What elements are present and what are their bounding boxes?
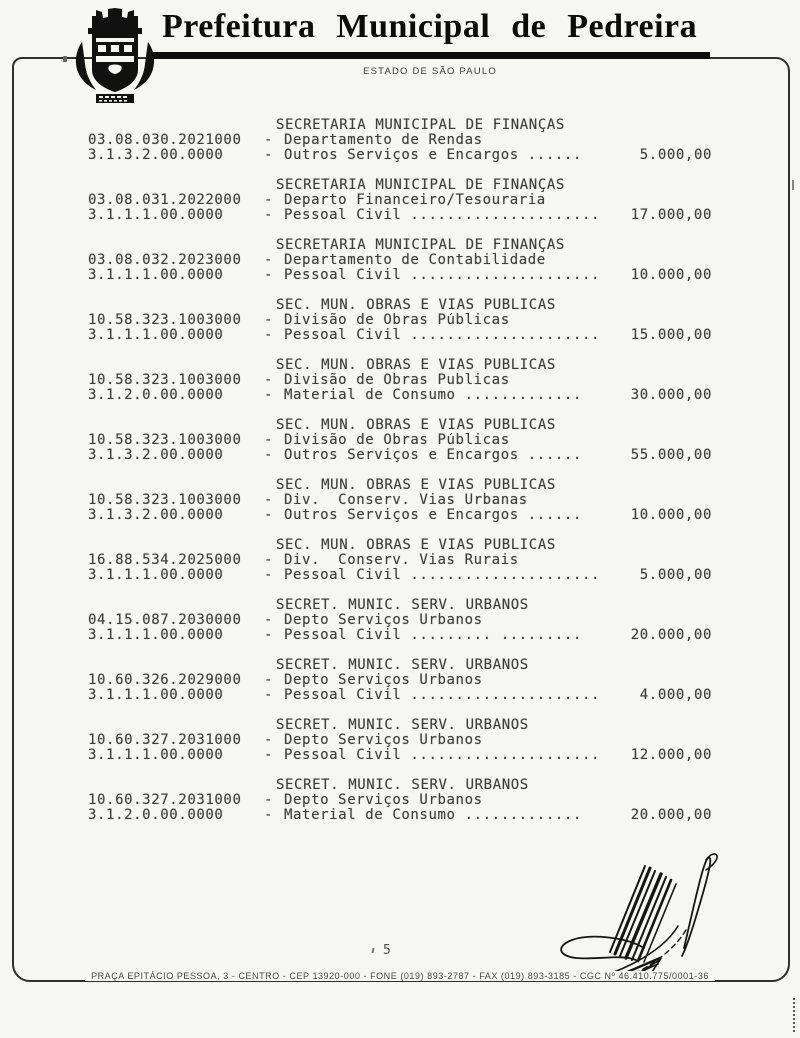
page-number: 5	[383, 943, 393, 958]
scan-speck	[372, 948, 375, 953]
separator-dash: -	[264, 672, 274, 688]
separator-dash: -	[264, 792, 274, 808]
separator-dash: -	[264, 552, 274, 568]
entry-description: Departamento de Rendas	[284, 133, 483, 148]
entry-description: Divisão de Obras Públicas	[284, 433, 510, 448]
separator-dash: -	[264, 447, 274, 463]
separator-dash: -	[264, 612, 274, 628]
entry-program-code: 16.88.534.2025000	[88, 552, 242, 568]
entry-department: SECRET. MUNIC. SERV. URBANOS	[276, 657, 529, 673]
entry-description: Div. Conserv. Vias Urbanas	[284, 493, 528, 508]
coat-of-arms-icon	[68, 4, 162, 108]
budget-entry	[88, 418, 712, 463]
entry-value: 10.000,00	[630, 507, 712, 523]
entry-program-code: 10.60.326.2029000	[88, 672, 242, 688]
separator-dash: -	[264, 252, 274, 268]
entry-description: Divisão de Obras Públicas	[284, 313, 510, 328]
entry-description: Divisão de Obras Publicas	[284, 373, 510, 388]
separator-dash: -	[264, 327, 274, 343]
entry-description: Depto Serviços Urbanos	[284, 793, 483, 808]
footer-address	[30, 971, 770, 981]
separator-dash: -	[264, 507, 274, 523]
entry-item-code: 3.1.1.1.00.0000	[88, 207, 224, 223]
entry-item-description: Pessoal Civil .....................	[284, 748, 601, 763]
entry-item-description: Outros Serviços e Encargos ......	[284, 148, 582, 163]
entry-item-description: Material de Consumo .............	[284, 388, 582, 403]
entry-item-code: 3.1.1.1.00.0000	[88, 327, 224, 343]
entry-item-code: 3.1.3.2.00.0000	[88, 507, 224, 523]
entry-value: 10.000,00	[630, 267, 712, 283]
budget-entry	[88, 118, 712, 163]
entry-program-code: 03.08.031.2022000	[88, 192, 242, 208]
budget-entry	[88, 178, 712, 223]
entry-description: Div. Conserv. Vias Rurais	[284, 553, 519, 568]
entry-description: Depto Serviços Urbanos	[284, 733, 483, 748]
entry-item-code: 3.1.1.1.00.0000	[88, 687, 224, 703]
entry-program-code: 10.58.323.1003000	[88, 372, 242, 388]
entry-item-description: Pessoal Civil .....................	[284, 688, 601, 703]
entry-department: SEC. MUN. OBRAS E VIAS PUBLICAS	[276, 297, 556, 313]
entry-description: Departamento de Contabilidade	[284, 253, 546, 268]
entry-department: SECRET. MUNIC. SERV. URBANOS	[276, 777, 529, 793]
budget-entry	[88, 538, 712, 583]
separator-dash: -	[264, 207, 274, 223]
entry-item-description: Pessoal Civil .....................	[284, 208, 601, 223]
entry-item-description: Material de Consumo .............	[284, 808, 582, 823]
entry-department: SEC. MUN. OBRAS E VIAS PUBLICAS	[276, 477, 556, 493]
budget-entry	[88, 718, 712, 763]
entry-value: 12.000,00	[630, 747, 712, 763]
entry-item-code: 3.1.2.0.00.0000	[88, 387, 224, 403]
entry-program-code: 04.15.087.2030000	[88, 612, 242, 628]
entry-value: 5.000,00	[639, 147, 712, 163]
entry-program-code: 10.58.323.1003000	[88, 492, 242, 508]
scan-artifact	[792, 180, 794, 190]
entry-value: 55.000,00	[630, 447, 712, 463]
entry-item-code: 3.1.1.1.00.0000	[88, 267, 224, 283]
entry-item-code: 3.1.1.1.00.0000	[88, 567, 224, 583]
entry-item-code: 3.1.1.1.00.0000	[88, 627, 224, 643]
entry-department: SECRETARIA MUNICIPAL DE FINANÇAS	[276, 237, 565, 253]
entry-department: SEC. MUN. OBRAS E VIAS PUBLICAS	[276, 357, 556, 373]
entry-value: 15.000,00	[630, 327, 712, 343]
entry-item-description: Pessoal Civil .....................	[284, 268, 601, 283]
entry-program-code: 10.58.323.1003000	[88, 432, 242, 448]
separator-dash: -	[264, 387, 274, 403]
entry-department: SEC. MUN. OBRAS E VIAS PUBLICAS	[276, 537, 556, 553]
separator-dash: -	[264, 132, 274, 148]
separator-dash: -	[264, 627, 274, 643]
entry-item-description: Pessoal Civil ......... .........	[284, 628, 582, 643]
entry-item-code: 3.1.1.1.00.0000	[88, 747, 224, 763]
entry-department: SECRET. MUNIC. SERV. URBANOS	[276, 717, 529, 733]
entry-program-code: 03.08.030.2021000	[88, 132, 242, 148]
entry-description: Depto Serviços Urbanos	[284, 613, 483, 628]
scan-artifact	[793, 998, 795, 1032]
separator-dash: -	[264, 432, 274, 448]
entry-department: SECRET. MUNIC. SERV. URBANOS	[276, 597, 529, 613]
entry-item-code: 3.1.2.0.00.0000	[88, 807, 224, 823]
budget-entry	[88, 778, 712, 823]
entry-item-description: Outros Serviços e Encargos ......	[284, 508, 582, 523]
entry-program-code: 10.60.327.2031000	[88, 792, 242, 808]
entry-value: 30.000,00	[630, 387, 712, 403]
title-underline-bar	[152, 52, 710, 59]
separator-dash: -	[264, 687, 274, 703]
separator-dash: -	[264, 567, 274, 583]
page-title: Prefeitura Municipal de Pedreira	[162, 8, 698, 45]
scan-artifact	[63, 56, 67, 62]
separator-dash: -	[264, 372, 274, 388]
entry-value: 17.000,00	[630, 207, 712, 223]
entry-program-code: 03.08.032.2023000	[88, 252, 242, 268]
state-subtitle: ESTADO DE SÃO PAULO	[363, 66, 497, 77]
entry-item-code: 3.1.3.2.00.0000	[88, 447, 224, 463]
separator-dash: -	[264, 192, 274, 208]
separator-dash: -	[264, 732, 274, 748]
budget-entry	[88, 478, 712, 523]
budget-entry	[88, 358, 712, 403]
budget-entry	[88, 238, 712, 283]
separator-dash: -	[264, 267, 274, 283]
entry-program-code: 10.58.323.1003000	[88, 312, 242, 328]
budget-entries-list	[88, 118, 712, 838]
entry-program-code: 10.60.327.2031000	[88, 732, 242, 748]
entry-item-code: 3.1.3.2.00.0000	[88, 147, 224, 163]
entry-value: 4.000,00	[639, 687, 712, 703]
separator-dash: -	[264, 492, 274, 508]
entry-description: Departo Financeiro/Tesouraria	[284, 193, 546, 208]
entry-value: 20.000,00	[630, 627, 712, 643]
budget-entry	[88, 598, 712, 643]
entry-department: SEC. MUN. OBRAS E VIAS PUBLICAS	[276, 417, 556, 433]
entry-department: SECRETARIA MUNICIPAL DE FINANÇAS	[276, 177, 565, 193]
entry-item-description: Pessoal Civil .....................	[284, 568, 601, 583]
separator-dash: -	[264, 147, 274, 163]
separator-dash: -	[264, 747, 274, 763]
handwritten-signature	[548, 848, 730, 980]
entry-description: Depto Serviços Urbanos	[284, 673, 483, 688]
footer-address-text: PRAÇA EPITÁCIO PESSOA, 3 - CENTRO - CEP 13920-000 - FONE (019) 893-2787 - FAX (019) 893-3185 - CGC Nº 46.410.775/0001-36	[85, 971, 715, 981]
budget-entry	[88, 658, 712, 703]
budget-entry	[88, 298, 712, 343]
separator-dash: -	[264, 807, 274, 823]
separator-dash: -	[264, 312, 274, 328]
entry-department: SECRETARIA MUNICIPAL DE FINANÇAS	[276, 117, 565, 133]
entry-item-description: Pessoal Civil .....................	[284, 328, 601, 343]
entry-item-description: Outros Serviços e Encargos ......	[284, 448, 582, 463]
entry-value: 5.000,00	[639, 567, 712, 583]
entry-value: 20.000,00	[630, 807, 712, 823]
